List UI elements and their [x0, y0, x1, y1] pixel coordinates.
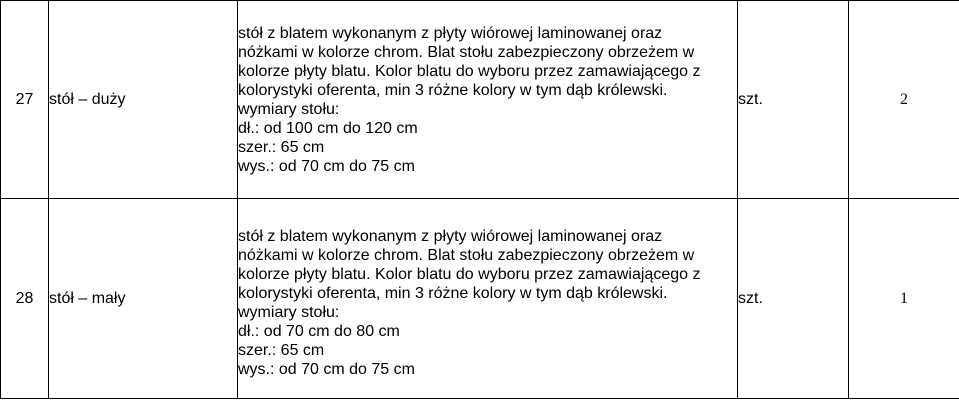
description-line: kolorze płyty blatu. Kolor blatu do wyboru przez zamawiającego z [238, 62, 701, 80]
description-line: stół z blatem wykonanym z płyty wiórowej laminowanej oraz [238, 24, 663, 42]
description-block [238, 24, 737, 176]
item-name: stół – mały [49, 199, 238, 399]
description-line: nóżkami w kolorze chrom. Blat stołu zabezpieczony obrzeżem w [238, 43, 695, 61]
item-unit: szt. [738, 199, 849, 399]
description-line: wys.: od 70 cm do 75 cm [238, 157, 415, 175]
item-quantity: 1 [849, 199, 959, 399]
description-line: wymiary stołu: [238, 303, 340, 321]
description-line: wys.: od 70 cm do 75 cm [238, 360, 415, 378]
description-line: szer.: 65 cm [238, 341, 325, 359]
description-line: kolorystyki oferenta, min 3 różne kolory w tym dąb królewski. [238, 284, 668, 302]
item-description [238, 199, 738, 399]
row-number: 28 [1, 199, 49, 399]
table-row [1, 199, 959, 399]
description-line: nóżkami w kolorze chrom. Blat stołu zabezpieczony obrzeżem w [238, 246, 695, 264]
row-number: 27 [1, 1, 49, 199]
table-row [1, 1, 959, 199]
description-line: dł.: od 100 cm do 120 cm [238, 119, 418, 137]
description-block [238, 219, 737, 379]
description-line: stół z blatem wykonanym z płyty wiórowej laminowanej oraz [238, 227, 663, 245]
item-quantity: 2 [849, 1, 959, 199]
description-line: wymiary stołu: [238, 100, 340, 118]
item-name: stół – duży [49, 1, 238, 199]
description-line: dł.: od 70 cm do 80 cm [238, 322, 400, 340]
description-line: kolorystyki oferenta, min 3 różne kolory w tym dąb królewski. [238, 81, 668, 99]
description-line: kolorze płyty blatu. Kolor blatu do wyboru przez zamawiającego z [238, 265, 701, 283]
description-line: szer.: 65 cm [238, 138, 325, 156]
item-unit: szt. [738, 1, 849, 199]
item-description [238, 1, 738, 199]
